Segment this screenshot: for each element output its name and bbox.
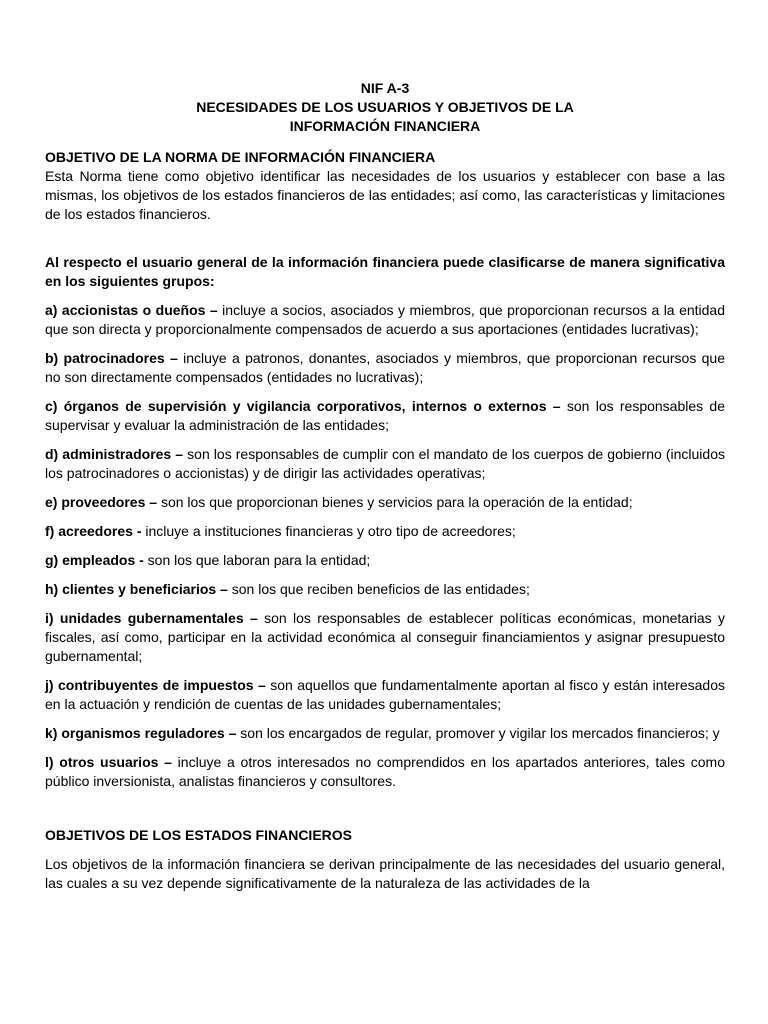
list-item-f xyxy=(45,522,725,541)
list-item-d xyxy=(45,445,725,483)
list-item-label: k) organismos reguladores – xyxy=(45,725,237,741)
list-item-label: a) accionistas o dueños – xyxy=(45,302,218,318)
list-item-text: incluye a socios, asociados y miembros, que proporcionan recursos a la entidad que son directa y proporcionalmente compensados de acuerdo a sus aportaciones (entidades lucrativas); xyxy=(45,302,725,337)
list-item-text: son aquellos que fundamentalmente aportan al fisco y están interesados en la actuación y rendición de cuentas de las unidades gubernamentales; xyxy=(45,677,725,712)
list-item-label: l) otros usuarios – xyxy=(45,754,172,770)
list-item-text: son los responsables de establecer políticas económicas, monetarias y fiscales, así como, participar en la actividad económica al conseguir financiamientos y asignar presupuesto gubernamental; xyxy=(45,610,726,664)
title-line-2: NECESIDADES DE LOS USUARIOS Y OBJETIVOS DE LA xyxy=(196,99,574,115)
list-item-text: incluye a instituciones financieras y otro tipo de acreedores; xyxy=(141,523,516,539)
list-item-text: son los que proporcionan bienes y servicios para la operación de la entidad; xyxy=(157,494,633,510)
list-item-text: son los que reciben beneficios de las entidades; xyxy=(227,581,530,597)
section-paragraph-objetivo-norma: Esta Norma tiene como objetivo identificar las necesidades de los usuarios y establecer con base a las mismas, los objetivos de los estados financieros de las entidades; así como, las características y limitaciones de los estados financieros. xyxy=(45,168,725,222)
list-item-label: j) contribuyentes de impuestos – xyxy=(45,677,266,693)
list-item-label: c) órganos de supervisión y vigilancia corporativos, internos o externos – xyxy=(45,398,561,414)
title-line-3: INFORMACIÓN FINANCIERA xyxy=(289,118,481,134)
list-item-text: son los responsables de cumplir con el mandato de los cuerpos de gobierno (incluidos los patrocinadores o accionistas) y de dirigir las actividades operativas; xyxy=(45,446,725,481)
list-item-text: son los que laboran para la entidad; xyxy=(143,552,371,568)
list-item-label: i) unidades gubernamentales – xyxy=(45,610,258,626)
list-item-label: b) patrocinadores – xyxy=(45,350,178,366)
title-line-1: NIF A-3 xyxy=(360,80,410,96)
document-page xyxy=(45,79,725,893)
list-item-j xyxy=(45,676,725,714)
list-item-a xyxy=(45,301,725,339)
section-paragraph-objetivos-estados: Los objetivos de la información financiera se derivan principalmente de las necesidades del usuario general, las cuales a su vez depende significativamente de la naturaleza de las actividades de la xyxy=(45,856,725,891)
list-item-text: son los responsables de supervisar y evaluar la administración de las entidades; xyxy=(45,398,726,433)
list-item-label: e) proveedores – xyxy=(45,494,158,510)
list-item-text: incluye a otros interesados no comprendidos en los apartados anteriores, tales como público inversionista, analistas financieros y consultores. xyxy=(45,754,725,789)
list-item-label: f) acreedores - xyxy=(45,523,142,539)
list-item-text: son los encargados de regular, promover y vigilar los mercados financieros; y xyxy=(236,725,720,741)
section-heading-objetivo-norma: OBJETIVO DE LA NORMA DE INFORMACIÓN FINANCIERA xyxy=(45,149,436,165)
list-item-c xyxy=(45,397,725,435)
list-item-label: d) administradores – xyxy=(45,446,184,462)
list-item-e xyxy=(45,493,725,512)
section-heading-objetivos-estados: OBJETIVOS DE LOS ESTADOS FINANCIEROS xyxy=(45,827,353,843)
list-item-b xyxy=(45,349,725,387)
list-item-g xyxy=(45,551,725,570)
list-item-k xyxy=(45,724,725,743)
list-item-l xyxy=(45,753,725,791)
list-item-i xyxy=(45,609,725,666)
list-item-label: h) clientes y beneficiarios – xyxy=(45,581,228,597)
intro-paragraph: Al respecto el usuario general de la información financiera puede clasificarse de manera significativa en los siguientes grupos: xyxy=(45,254,725,289)
list-item-text: incluye a patronos, donantes, asociados y miembros, que proporcionan recursos que no son directamente compensados (entidades no lucrativas); xyxy=(45,350,726,385)
list-item-h xyxy=(45,580,725,599)
list-item-label: g) empleados - xyxy=(45,552,144,568)
